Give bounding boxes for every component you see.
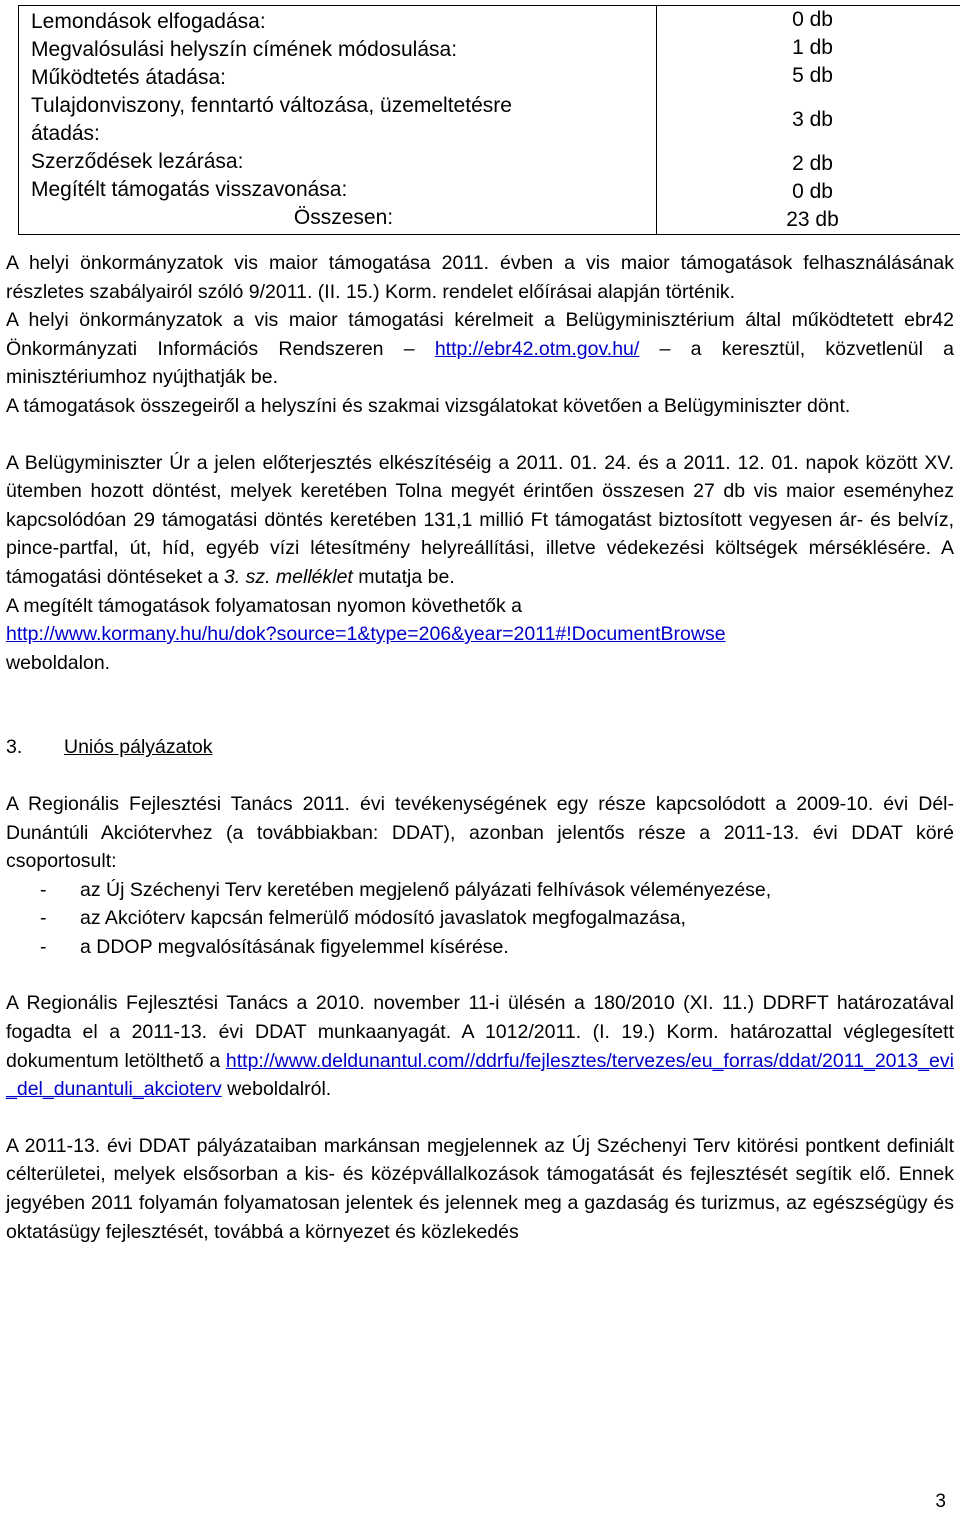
paragraph-text: A megítélt támogatások folyamatosan nyomon követhetők a <box>6 595 522 617</box>
paragraph <box>6 592 954 621</box>
spacer <box>6 961 954 989</box>
spacer <box>6 762 954 790</box>
paragraph-text: A helyi önkormányzatok a vis maior támogatási kérelmeit a Belügyminisztérium által működtetett ebr42 Önkormányzati Információs Rendszeren – <box>6 309 954 360</box>
paragraph-text: weboldalról. <box>222 1078 331 1100</box>
paragraph: A 2011-13. évi DDAT pályázataiban markánsan megjelennek az Új Széchenyi Terv kitörési pontkent definiált célterületei, melyek elsősorban a kis- és középvállalkozások támogatását és fejlesztését segítik elő. Ennek jegyében 2011 folyamán folyamatosan jelentek és jelennek meg a gazdaság és turizmus, az egészségügy és oktatásügy fejlesztését, továbbá a környezet és közlekedés <box>6 1132 954 1246</box>
table-value-cell <box>657 6 960 235</box>
bullet-list <box>6 876 954 962</box>
paragraph-text: – a keresztül, közvetlenül a minisztériumhoz nyújthatják be. <box>6 338 954 389</box>
deldunantul-link[interactable]: http://www.deldunantul.com//ddrfu/fejlesztes/tervezes/eu_forras/ddat/2011_2013_evi_del_dunantuli_akcioterv <box>6 1050 954 1101</box>
paragraph-text: A Regionális Fejlesztési Tanács a 2010. november 11-i ülésén a 180/2010 (XI. 11.) DDRFT határozatával fogadta el a 2011-13. évi DDAT munkaanyagát. A 1012/2011. (I. 19.) Korm. határozattal véglegesített dokumentum letölthető a <box>6 992 954 1071</box>
summary-table <box>18 5 960 235</box>
paragraph: A támogatások összegeiről a helyszíni és szakmai vizsgálatokat követően a Belügyminiszter dönt. <box>6 392 954 421</box>
row-label: Lemondások elfogadása: <box>31 8 656 36</box>
row-label: Működtetés átadása: <box>31 64 656 92</box>
paragraph: A Regionális Fejlesztési Tanács 2011. évi tevékenységének egy része kapcsolódott a 2009-10. évi Dél-Dunántúli Akciótervhez (a továbbiakban: DDAT), azonban jelentős része a 2011-13. évi DDAT köré csoportosult: <box>6 790 954 876</box>
paragraph <box>6 989 954 1103</box>
row-value: 2 db <box>657 150 960 178</box>
list-item: - az Új Széchenyi Terv keretében megjelenő pályázati felhívások véleményezése, <box>6 876 954 905</box>
paragraph-text: mutatja be. <box>353 566 455 588</box>
paragraph-text: A Belügyminiszter Úr a jelen előterjesztés elkészítéséig a 2011. 01. 24. és a 2011. 12. 01. napok között XV. ütemben hozott döntést, melyek keretében Tolna megyét érintően összesen 27 db vis maior eseményhez kapcsolódóan 29 támogatási döntés keretében 131,1 millió Ft támogatást biztosított vegyesen ár- és belvíz, pince-partfal, út, híd, egyéb vízi létesítmény helyreállítási, illetve védekezési költségek mérséklésére. A támogatási döntéseket a <box>6 452 954 588</box>
spacer <box>6 677 954 733</box>
paragraph-text: weboldalon. <box>6 652 110 674</box>
row-value: 3 db <box>657 90 960 150</box>
spacer <box>6 421 954 449</box>
row-value: 0 db <box>657 6 960 34</box>
row-label: Szerződések lezárása: <box>31 148 656 176</box>
table-row <box>19 6 960 235</box>
paragraph <box>6 306 954 392</box>
row-label: átadás: <box>31 120 656 148</box>
row-value: 0 db <box>657 178 960 206</box>
total-label: Összesen: <box>31 204 656 232</box>
page-number: 3 <box>935 1491 946 1513</box>
spacer <box>6 1104 954 1132</box>
table-label-cell <box>19 6 657 235</box>
list-item: - az Akcióterv kapcsán felmerülő módosító javaslatok megfogalmazása, <box>6 904 954 933</box>
kormany-link[interactable]: http://www.kormany.hu/hu/dok?source=1&type=206&year=2011#!DocumentBrowse <box>6 623 726 645</box>
document-page <box>6 5 954 1246</box>
body-text <box>6 249 954 1246</box>
paragraph <box>6 449 954 592</box>
ebr42-link[interactable]: http://ebr42.otm.gov.hu/ <box>435 338 640 360</box>
total-value: 23 db <box>657 206 960 234</box>
row-value: 1 db <box>657 34 960 62</box>
row-label: Tulajdonviszony, fenntartó változása, üzemeltetésre <box>31 92 656 120</box>
section-title: Uniós pályázatok <box>64 736 213 758</box>
paragraph <box>6 620 954 677</box>
list-item: - a DDOP megvalósításának figyelemmel kísérése. <box>6 933 954 962</box>
section-heading <box>6 733 954 762</box>
section-number: 3. <box>6 733 64 762</box>
paragraph: A helyi önkormányzatok vis maior támogatása 2011. évben a vis maior támogatások felhasználásának részletes szabályairól szóló 9/2011. (II. 15.) Korm. rendelet előírásai alapján történik. <box>6 249 954 306</box>
row-value: 5 db <box>657 62 960 90</box>
row-label: Megvalósulási helyszín címének módosulása: <box>31 36 656 64</box>
row-label: Megítélt támogatás visszavonása: <box>31 176 656 204</box>
annex-reference: 3. sz. melléklet <box>224 566 353 588</box>
